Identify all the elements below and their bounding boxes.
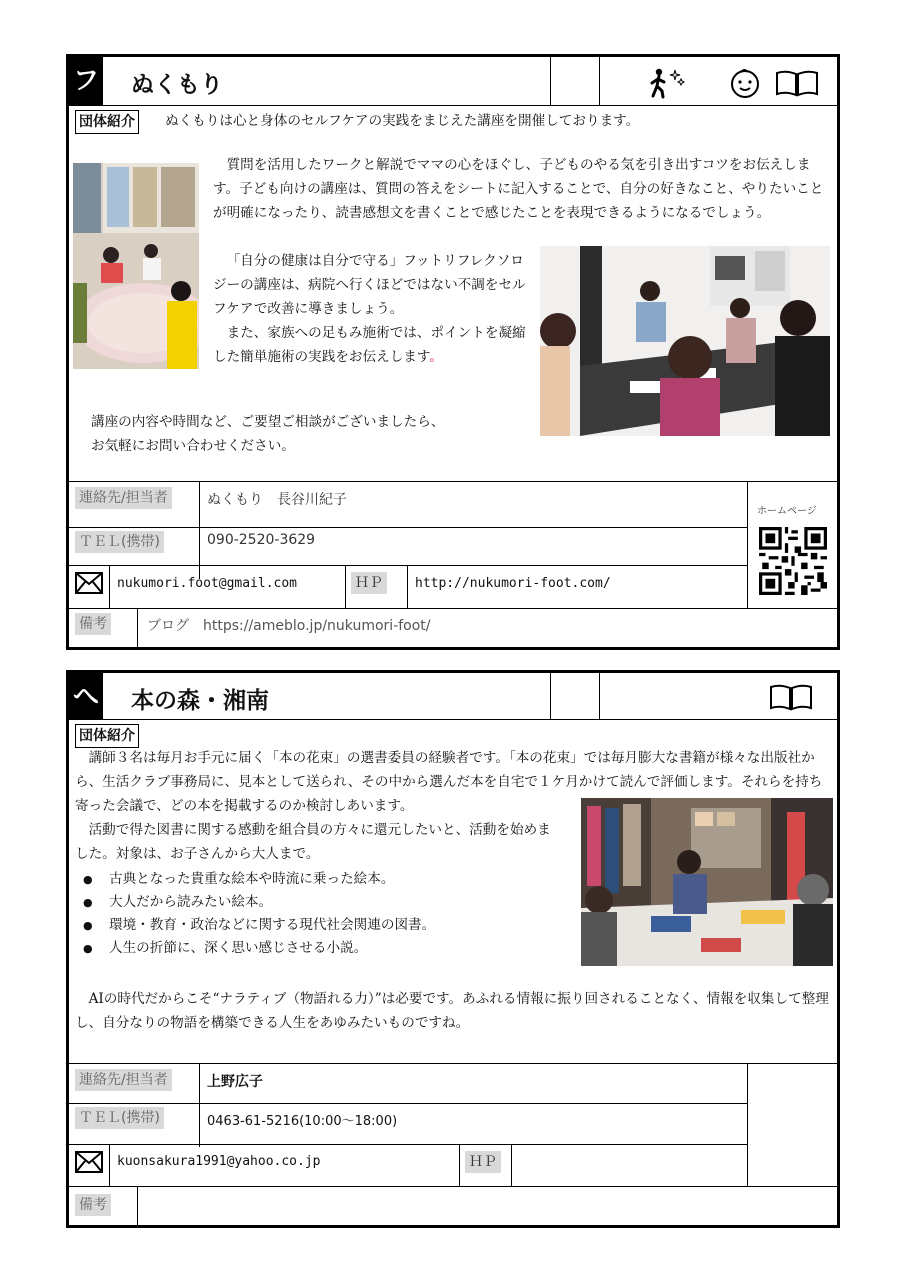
contact-label: 連絡先/担当者 [75,1069,172,1091]
intro-tag: 団体紹介 [75,724,139,748]
homepage-link[interactable]: http://nukumori-foot.com/ [415,576,611,591]
mail-icon[interactable] [75,572,103,594]
mail-icon[interactable] [75,1151,103,1173]
list-item: ● 古典となった貴重な絵本や時流に乗った絵本。 [75,868,575,891]
book-category-list [75,868,575,960]
tel-value: 090-2520-3629 [207,532,316,548]
contact-person: ぬくもり 長谷川紀子 [207,492,347,508]
list-item: ● 大人だから読みたい絵本。 [75,891,575,914]
card-honnomori-shonan [66,670,840,1228]
notes-label: 備考 [75,613,111,635]
description-para-3: AIの時代だからこそ“ナラティブ（物語れる力）”は必要です。あふれる情報に振り回されることなく、情報を収集して整理し、自分なりの物語を構築できる人生をあゆみたいものですね。 [75,991,829,1031]
hp-label: ＨＰ [351,572,387,594]
list-item: ● 人生の折節に、深く思い感じさせる小説。 [75,937,575,960]
workshop-photo-table [540,246,830,436]
contact-invite-line-2: お気軽にお問い合わせください。 [91,438,295,454]
baby-face-icon [727,67,763,99]
walking-person-icon [647,67,687,99]
description-para-1: 講師３名は毎月お手元に届く「本の花束」の選書委員の経験者です。「本の花束」では毎月膨大な書籍が様々な出版社から、生活クラブ事務局に、見本として送られ、その中から選んだ本を自宅で１ケ月かけて読んで評価します。それらを持ち寄った会議で、どの本を掲載するのか検討しあいます。 [75,750,823,814]
tel-label: ＴＥＬ(携帯) [75,1107,164,1129]
email-link[interactable]: nukumori.foot@gmail.com [117,576,298,591]
workshop-photo-floor [73,163,199,369]
card-nukumori [66,54,840,650]
contact-label: 連絡先/担当者 [75,487,172,509]
tel-value: 0463-61-5216(10:00〜18:00) [207,1114,398,1129]
contact-invite-line-1: 講座の内容や時間など、ご要望ご相談がございましたら、 [91,414,445,430]
open-book-icon [775,69,819,97]
notes-value[interactable]: ブログ https://ameblo.jp/nukumori-foot/ [147,618,431,634]
homepage-caption: ホームページ [757,506,817,517]
intro-tag: 団体紹介 [75,110,139,134]
description-para-2: 「自分の健康は自分で守る」フットリフレクソロジーの講座は、病院へ行くほどではない不調をセルフケアで改善に導きましょう。 [213,253,526,317]
notes-label: 備考 [75,1194,111,1216]
description-para-1: 質問を活用したワークと解説でママの心をほぐし、子どものやる気を引き出すコツをお伝えします。子ども向けの講座は、質問の答えをシートに記入することで、自分の好きなこと、やりたいことが明確になったり、読書感想文を書くことで感じたことを表現できるようになるでしょう。 [213,157,824,221]
meeting-photo-shop [581,798,833,966]
hp-label: ＨＰ [465,1151,501,1173]
index-letter: フ [69,57,103,105]
open-book-icon [769,683,813,711]
qr-code[interactable] [759,527,827,595]
index-letter: へ [69,673,103,719]
contact-person: 上野広子 [207,1074,263,1090]
list-item: ● 環境・教育・政治などに関する現代社会関連の図書。 [75,914,575,937]
group-name: 本の森・湘南 [131,688,269,714]
description-para-3: また、家族への足もみ施術では、ポイントを凝縮した簡単施術の実践をお伝えします。 [213,325,526,365]
group-name: ぬくもり [131,72,223,98]
intro-text: ぬくもりは心と身体のセルフケアの実践をまじえた講座を開催しております。 [165,113,640,129]
description-para-2: 活動で得た図書に関する感動を組合員の方々に還元したいと、活動を始めました。対象は、お子さんから大人まで。 [75,822,551,862]
tel-label: ＴＥＬ(携帯) [75,531,164,553]
email-link[interactable]: kuonsakura1991@yahoo.co.jp [117,1154,321,1169]
